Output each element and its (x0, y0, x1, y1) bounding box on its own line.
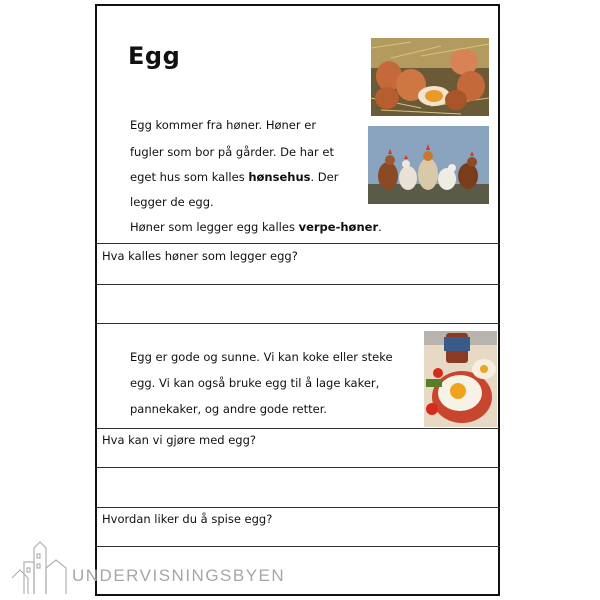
divider-1 (95, 243, 500, 244)
breakfast-photo (424, 331, 497, 427)
eggs-photo (371, 38, 489, 116)
page-title: Egg (128, 42, 181, 70)
divider-2 (95, 323, 500, 324)
intro-line-4: legger de egg. (130, 195, 214, 209)
divider-3 (95, 428, 500, 429)
brand-name: UNDERVISNINGSBYEN (72, 566, 286, 585)
intro-line-3: eget hus som kalles hønsehus. Der (130, 170, 339, 184)
question-1: Hva kalles høner som legger egg? (102, 249, 298, 263)
question-3: Hvordan liker du å spise egg? (102, 512, 273, 526)
divider-4 (95, 507, 500, 508)
hens-photo (368, 126, 489, 204)
intro-line-2: fugler som bor på gårder. De har et (130, 145, 335, 159)
section2-line-3: pannekaker, og andre gode retter. (130, 402, 328, 416)
question-2: Hva kan vi gjøre med egg? (102, 433, 257, 447)
section2-line-1: Egg er gode og sunne. Vi kan koke eller steke (130, 350, 393, 364)
answer-line-2[interactable] (95, 467, 500, 468)
section2-line-2: egg. Vi kan også bruke egg til å lage kaker, (130, 376, 380, 390)
answer-line-1[interactable] (95, 284, 500, 285)
intro-line-1: Egg kommer fra høner. Høner er (130, 118, 317, 132)
intro-line-5: Høner som legger egg kalles verpe-høner. (130, 220, 382, 234)
